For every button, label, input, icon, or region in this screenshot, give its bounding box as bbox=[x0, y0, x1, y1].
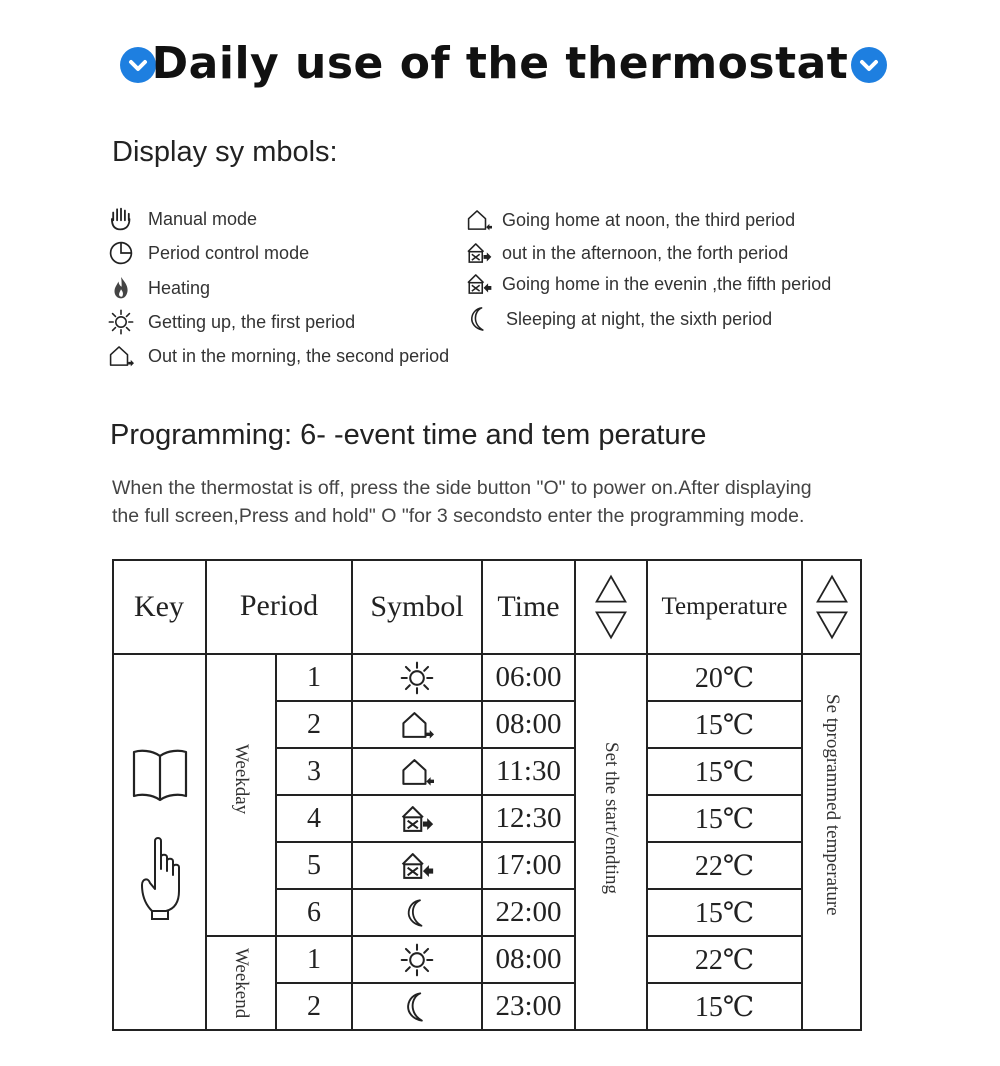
sun-icon bbox=[108, 309, 134, 335]
programming-instructions bbox=[112, 474, 912, 530]
symbol-label: Going home in the evenin ,the fifth period bbox=[502, 273, 832, 294]
moon-icon bbox=[352, 889, 482, 936]
symbol-legend-item bbox=[466, 207, 795, 233]
period-temperature: 15℃ bbox=[694, 897, 755, 929]
moon-icon bbox=[352, 983, 482, 1030]
down-triangle-icon bbox=[814, 607, 850, 643]
sun-icon bbox=[352, 936, 482, 983]
programming-table bbox=[112, 559, 862, 1031]
page-title: Daily use of the thermostat bbox=[151, 38, 849, 89]
programming-heading: Programming: 6- -event time and tem perature bbox=[110, 419, 707, 451]
header-temperature: Temperature bbox=[661, 592, 788, 620]
period-time: 08:00 bbox=[495, 708, 562, 740]
header-symbol: Symbol bbox=[370, 589, 464, 623]
house-tools-out-icon bbox=[466, 240, 492, 266]
symbol-legend-item bbox=[108, 240, 309, 266]
period-temperature: 15℃ bbox=[694, 756, 755, 788]
symbol-label: out in the afternoon, the forth period bbox=[502, 242, 789, 263]
period-temperature: 15℃ bbox=[694, 991, 755, 1023]
period-number: 1 bbox=[307, 943, 321, 975]
period-time: 06:00 bbox=[495, 661, 562, 693]
house-out-icon bbox=[108, 343, 134, 369]
period-number: 5 bbox=[307, 849, 321, 881]
period-time: 17:00 bbox=[495, 849, 562, 881]
up-triangle-icon bbox=[593, 571, 629, 607]
period-time: 23:00 bbox=[495, 990, 562, 1022]
weekday-label: Weekday bbox=[231, 744, 252, 815]
weekend-label: Weekend bbox=[231, 947, 252, 1019]
hand-icon bbox=[108, 206, 134, 232]
up-triangle-icon bbox=[814, 571, 850, 607]
clock-icon bbox=[108, 240, 134, 266]
period-time: 11:30 bbox=[496, 755, 561, 787]
header-key: Key bbox=[134, 589, 184, 623]
chevron-down-icon bbox=[851, 47, 887, 83]
period-time: 12:30 bbox=[495, 802, 562, 834]
period-temperature: 22℃ bbox=[694, 944, 755, 976]
symbol-legend-item bbox=[108, 206, 257, 232]
house-tools-in-icon bbox=[466, 271, 492, 297]
period-number: 2 bbox=[307, 708, 321, 740]
instructions-line: When the thermostat is off, press the side button "O" to power on.After displaying bbox=[112, 477, 812, 499]
moon-icon bbox=[466, 306, 492, 332]
symbol-legend-item bbox=[108, 343, 449, 369]
temp-note: Se tprogrammed temperature bbox=[822, 694, 843, 916]
period-temperature: 15℃ bbox=[694, 803, 755, 835]
period-number: 2 bbox=[307, 990, 321, 1022]
header-time: Time bbox=[497, 589, 560, 623]
instructions-line: the full screen,Press and hold" O "for 3 secondsto enter the programming mode. bbox=[112, 505, 805, 527]
house-tools-out-icon bbox=[352, 795, 482, 842]
symbol-label: Period control mode bbox=[148, 242, 310, 263]
down-triangle-icon bbox=[593, 607, 629, 643]
period-number: 1 bbox=[307, 661, 321, 693]
period-time: 08:00 bbox=[495, 943, 562, 975]
sun-icon bbox=[352, 654, 482, 701]
temp-adjust-arrows bbox=[802, 559, 862, 654]
symbol-label: Heating bbox=[148, 277, 211, 298]
display-symbols-heading: Display sy mbols: bbox=[112, 136, 338, 168]
house-in-icon bbox=[466, 207, 492, 233]
symbol-label: Getting up, the first period bbox=[148, 311, 356, 332]
symbol-legend-item bbox=[466, 306, 772, 332]
header-period: Period bbox=[239, 589, 319, 622]
period-number: 6 bbox=[307, 896, 321, 928]
house-in-icon bbox=[352, 748, 482, 795]
period-temperature: 20℃ bbox=[694, 662, 755, 694]
symbol-label: Sleeping at night, the sixth period bbox=[506, 308, 773, 329]
house-tools-in-icon bbox=[352, 842, 482, 889]
book-icon bbox=[130, 744, 190, 804]
symbol-legend-item bbox=[466, 271, 831, 297]
flame-icon bbox=[108, 275, 134, 301]
symbol-label: Out in the morning, the second period bbox=[148, 345, 450, 366]
period-temperature: 22℃ bbox=[694, 850, 755, 882]
time-note: Set the start/endting bbox=[601, 742, 622, 894]
symbol-legend-item bbox=[108, 275, 210, 301]
period-number: 4 bbox=[307, 802, 321, 834]
time-adjust-arrows bbox=[575, 559, 647, 654]
symbol-legend-item bbox=[108, 309, 355, 335]
period-temperature: 15℃ bbox=[694, 709, 755, 741]
period-number: 3 bbox=[307, 755, 321, 787]
symbol-label: Manual mode bbox=[148, 208, 258, 229]
symbol-legend-item bbox=[466, 240, 788, 266]
symbol-label: Going home at noon, the third period bbox=[502, 209, 796, 230]
house-out-icon bbox=[352, 701, 482, 748]
hand-press-icon bbox=[138, 835, 184, 921]
period-time: 22:00 bbox=[495, 896, 562, 928]
